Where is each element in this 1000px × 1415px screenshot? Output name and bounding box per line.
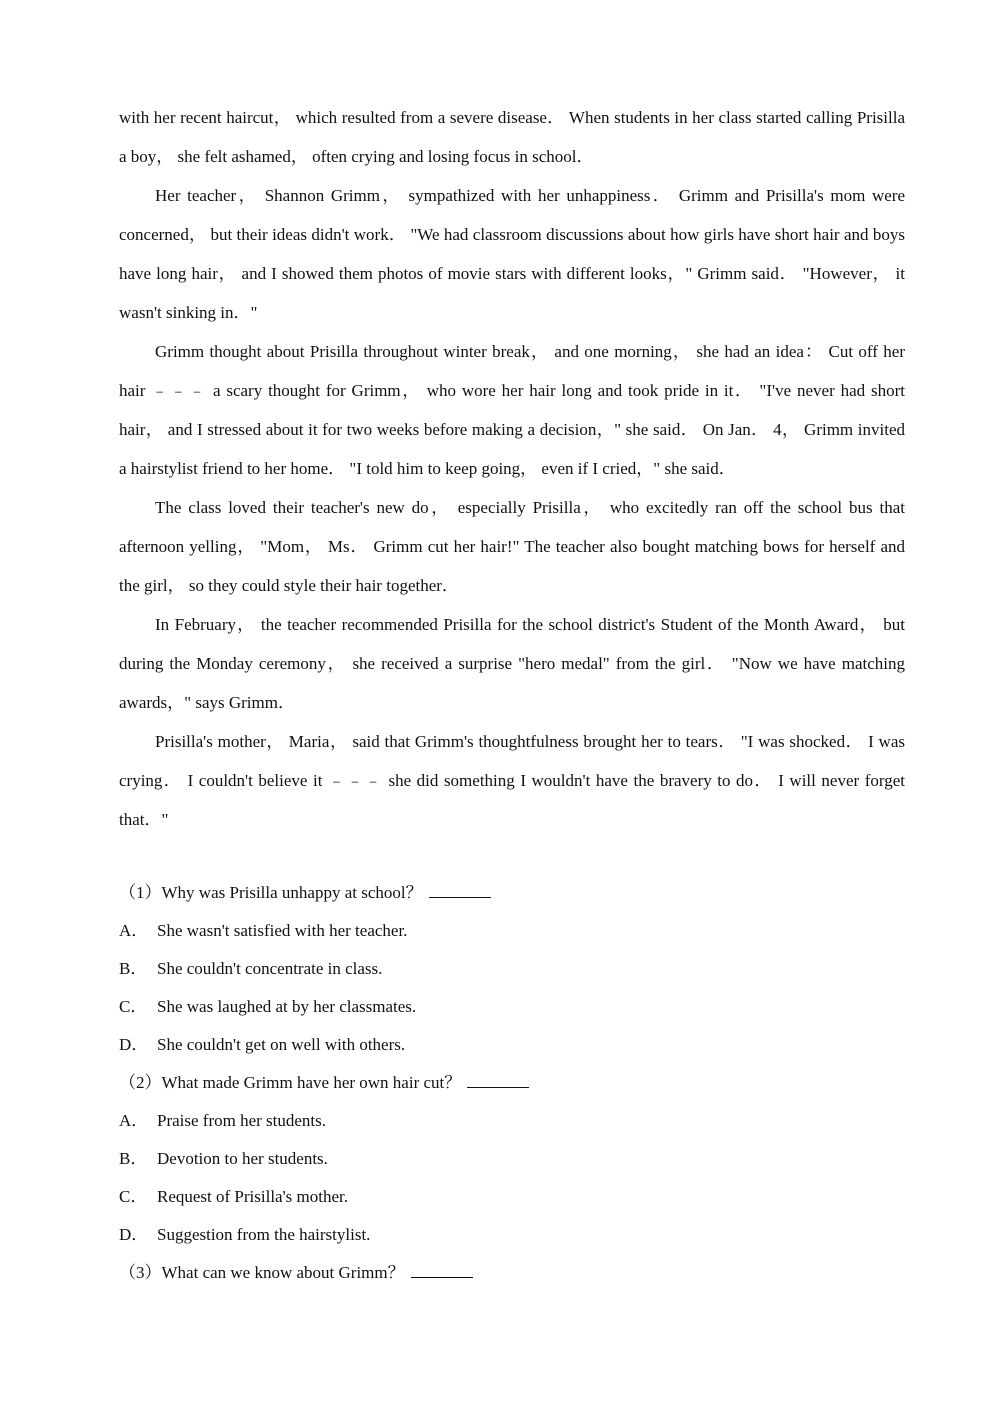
question-3 (119, 1254, 905, 1292)
option-text: She wasn't satisfied with her teacher. (157, 921, 408, 940)
option-letter: D． (119, 1035, 149, 1054)
option-d (119, 1216, 905, 1254)
option-letter: B． (119, 959, 148, 978)
question-stem (119, 1064, 905, 1102)
option-letter: D． (119, 1225, 149, 1244)
question-stem-text: （3）What can we know about Grimm？ (119, 1263, 405, 1282)
option-c (119, 988, 905, 1026)
option-text: Request of Prisilla's mother. (157, 1187, 348, 1206)
option-letter: C． (119, 1187, 148, 1206)
option-d (119, 1026, 905, 1064)
option-a (119, 912, 905, 950)
option-text: She couldn't concentrate in class. (157, 959, 383, 978)
option-text: Suggestion from the hairstylist. (157, 1225, 371, 1244)
question-stem (119, 874, 905, 912)
option-a (119, 1102, 905, 1140)
option-text: Devotion to her students. (157, 1149, 328, 1168)
passage-paragraph-1: with her recent haircut， which resulted from a severe disease． When students in her class started calling Prisilla a boy， she felt ashamed， often crying and losing focus in school． (119, 108, 905, 166)
answer-blank (429, 883, 491, 898)
question-stem-text: （1）Why was Prisilla unhappy at school？ (119, 883, 423, 902)
option-letter: A． (119, 921, 149, 940)
passage-paragraph-3: Grimm thought about Prisilla throughout winter break， and one morning， she had an idea： Cut off her hair ﹣﹣﹣ a scary thought for Grimm， who wore her hair long and took pride in it． "I've never had short hair， and I stressed about it for two weeks before making a decision，" she said． On Jan． 4， Grimm invited a hairstylist friend to her home． "I told him to keep going， even if I cried，" she said． (119, 342, 905, 478)
answer-blank (411, 1263, 473, 1278)
option-letter: A． (119, 1111, 149, 1130)
question-1 (119, 874, 905, 1064)
option-b (119, 1140, 905, 1178)
option-b (119, 950, 905, 988)
passage-paragraph-2: Her teacher， Shannon Grimm， sympathized with her unhappiness． Grimm and Prisilla's mom were concerned， but their ideas didn't work． "We had classroom discussions about how girls have short hair and boys have long hair， and I showed them photos of movie stars with different looks，" Grimm said． "However， it wasn't sinking in．" (119, 186, 905, 322)
option-letter: C． (119, 997, 148, 1016)
option-text: She couldn't get on well with others. (157, 1035, 406, 1054)
option-text: Praise from her students. (157, 1111, 327, 1130)
option-letter: B． (119, 1149, 148, 1168)
passage-paragraph-4: The class loved their teacher's new do， especially Prisilla， who excitedly ran off the school bus that afternoon yelling， "Mom， Ms． Grimm cut her hair!" The teacher also bought matching bows for herself and the girl， so they could style their hair together． (119, 498, 905, 595)
answer-blank (467, 1073, 529, 1088)
question-list (119, 874, 905, 1292)
reading-passage (119, 98, 905, 839)
question-stem (119, 1254, 905, 1292)
option-text: She was laughed at by her classmates. (157, 997, 417, 1016)
passage-paragraph-5: In February， the teacher recommended Prisilla for the school district's Student of the Month Award， but during the Monday ceremony， she received a surprise "hero medal" from the girl． "Now we have matching awards，" says Grimm． (119, 615, 905, 712)
passage-paragraph-6: Prisilla's mother， Maria， said that Grimm's thoughtfulness brought her to tears． "I was shocked． I was crying． I couldn't believe it ﹣﹣﹣ she did something I wouldn't have the bravery to do． I will never forget that．" (119, 732, 905, 829)
question-2 (119, 1064, 905, 1254)
question-stem-text: （2）What made Grimm have her own hair cut？ (119, 1073, 462, 1092)
option-c (119, 1178, 905, 1216)
